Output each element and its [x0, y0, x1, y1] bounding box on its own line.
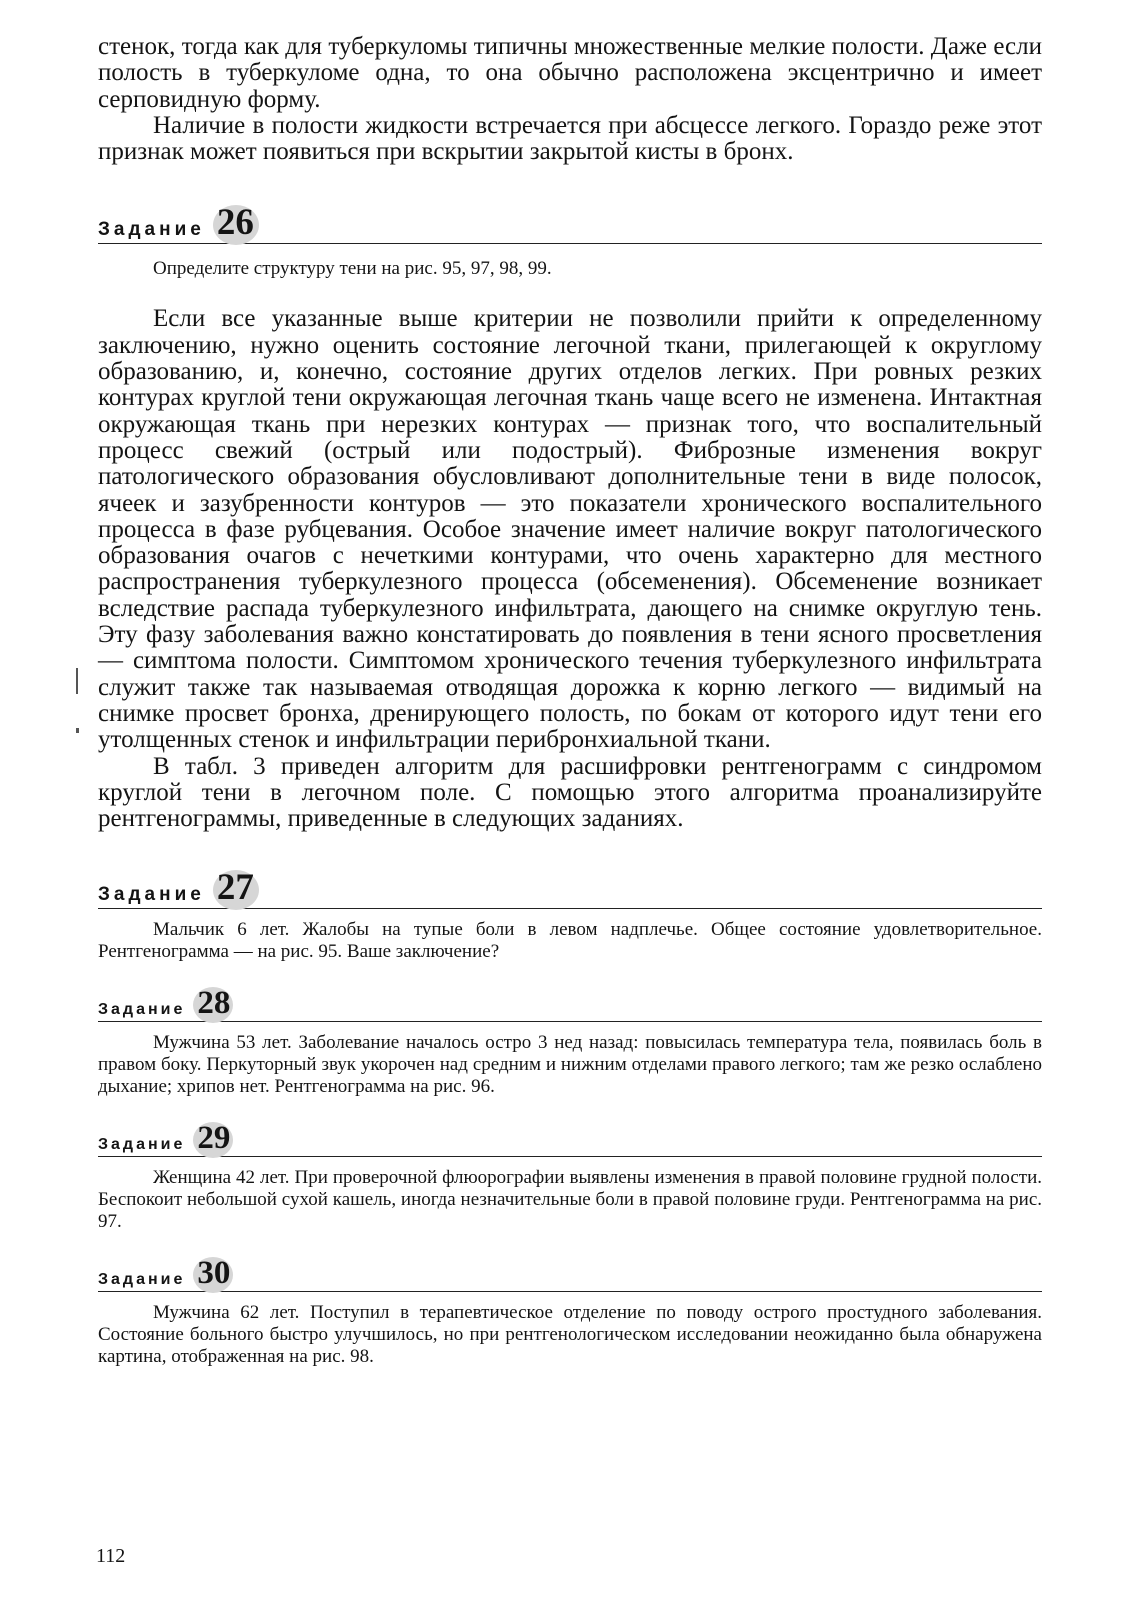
margin-mark: [76, 668, 78, 694]
task-number: 30: [197, 1255, 230, 1291]
task-label: Задание: [98, 884, 205, 906]
task-26-text: Определите структуру тени на рис. 95, 97, 98, 99.: [153, 258, 552, 280]
task-30-heading: [98, 1255, 1042, 1292]
margin-mark: [76, 728, 79, 733]
task-27-text-block: [98, 919, 1042, 963]
task-26-text-block: [98, 258, 1042, 280]
task-28-text: Мужчина 53 лет. Заболевание началось остро 3 нед назад: повысилась температура тела, появилась боль в правом боку. Перкуторный звук укорочен над средним и нижним отделами правого легкого; там же резко ослаблено дыхание; хрипов нет. Рентгенограмма на рис. 96.: [98, 1032, 1042, 1098]
task-label: Задание: [98, 1136, 186, 1154]
task-number: 28: [197, 985, 230, 1021]
page: [98, 34, 1042, 1368]
task-26-heading: [98, 203, 1042, 244]
intro-block: [98, 34, 1042, 165]
main-block: [98, 306, 1042, 832]
task-28-text-block: [98, 1032, 1042, 1098]
task-label: Задание: [98, 1271, 186, 1289]
task-label: Задание: [98, 1001, 186, 1019]
intro-paragraph-1: стенок, тогда как для туберкуломы типичны множественные мелкие полости. Даже если полость в туберкуломе одна, то она обычно расположена эксцентрично и имеет серповидную форму.: [98, 33, 1042, 113]
task-27-heading: [98, 868, 1042, 909]
main-paragraph-2: В табл. 3 приведен алгоритм для расшифровки рентгенограмм с синдромом круглой тени в легочном поле. С помощью этого алгоритма проанализируйте рентгенограммы, приведенные в следующих заданиях.: [98, 752, 1042, 833]
task-27-text: Мальчик 6 лет. Жалобы на тупые боли в левом надплечье. Общее состояние удовлетворительное. Рентгенограмма — на рис. 95. Ваше заключение?: [98, 919, 1042, 963]
task-label: Задание: [98, 219, 205, 241]
task-29-text-block: [98, 1167, 1042, 1233]
task-number: 26: [217, 203, 254, 243]
task-28-heading: [98, 985, 1042, 1022]
task-29-heading: [98, 1120, 1042, 1157]
task-30-text-block: [98, 1302, 1042, 1368]
task-number: 27: [217, 868, 254, 908]
task-number: 29: [197, 1120, 230, 1156]
page-number: 112: [96, 1545, 126, 1567]
intro-paragraph-2: Наличие в полости жидкости встречается при абсцессе легкого. Гораздо реже этот признак может появиться при вскрытии закрытой кисты в бронх.: [98, 111, 1042, 166]
main-paragraph-1: Если все указанные выше критерии не позволили прийти к определенному заключению, нужно оценить состояние легочной ткани, прилегающей к округлому образованию, и, конечно, состояние других отделов легких. При ровных резких контурах круглой тени окружающая легочная ткань чаще всего не изменена. Интактная окружающая ткань при нерезких контурах — признак того, что воспалительный процесс свежий (острый или подострый). Фиброзные изменения вокруг патологического образования обусловливают дополнительные тени в виде полосок, ячеек и зазубренности контуров — это показатели хронического воспалительного процесса в фазе рубцевания. Особое значение имеет наличие вокруг патологического образования очагов с нечеткими контурами, что очень характерно для местного распространения туберкулезного процесса (обсеменения). Обсеменение возникает вследствие распада туберкулезного инфильтрата, дающего на снимке округлую тень. Эту фазу заболевания важно констатировать до появления в тени ясного просветления — симптома полости. Симптомом хронического течения туберкулезного инфильтрата служит также так называемая отводящая дорожка к корню легкого — видимый на снимке просвет бронха, дренирующего полость, по бокам от которого идут тени его утолщенных стенок и инфильтрации перибронхиальной ткани.: [98, 305, 1042, 754]
task-29-text: Женщина 42 лет. При проверочной флюорографии выявлены изменения в правой половине грудной полости. Беспокоит небольшой сухой кашель, иногда незначительные боли в правой половине груди. Рентгенограмма на рис. 97.: [98, 1167, 1042, 1233]
task-30-text: Мужчина 62 лет. Поступил в терапевтическое отделение по поводу острого простудного заболевания. Состояние больного быстро улучшилось, но при рентгенологическом исследовании неожиданно была обнаружена картина, отображенная на рис. 98.: [98, 1302, 1042, 1368]
